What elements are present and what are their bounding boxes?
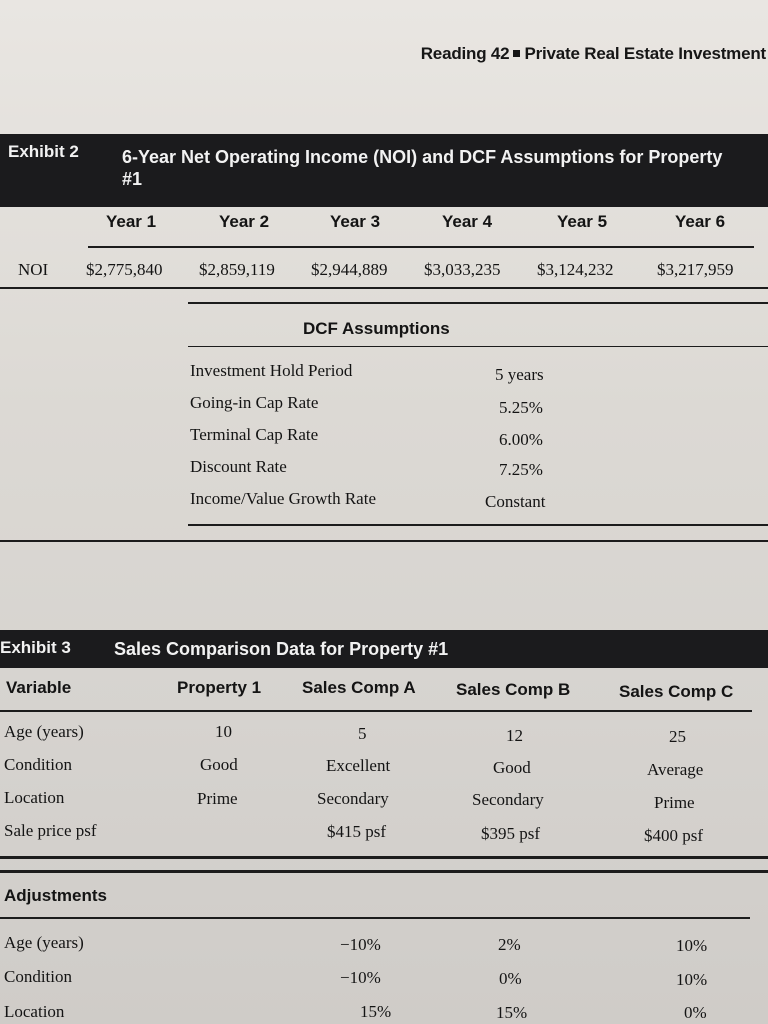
dcf-label: Going-in Cap Rate xyxy=(190,393,319,412)
reading-number: Reading 42 xyxy=(420,44,510,63)
comp-c-value: 25 xyxy=(669,727,686,746)
adjustment-comp-b: 2% xyxy=(498,935,521,954)
year-header: Year 3 xyxy=(330,212,381,231)
variable-label: Condition xyxy=(4,755,73,774)
exhibit-2-title: 6-Year Net Operating Income (NOI) and DCF Assumptions for Property #1 xyxy=(122,147,723,189)
noi-value: $3,217,959 xyxy=(657,260,734,279)
rule xyxy=(0,540,768,542)
noi-value: $3,033,235 xyxy=(424,260,501,279)
rule xyxy=(0,870,768,873)
adjustment-comp-b: 0% xyxy=(499,969,522,988)
dcf-value: 5.25% xyxy=(499,398,543,417)
exhibit-3-header xyxy=(0,630,768,668)
dcf-label: Terminal Cap Rate xyxy=(190,425,319,444)
adjustment-variable: Location xyxy=(4,1002,65,1021)
noi-value: $2,859,119 xyxy=(199,260,275,279)
adjustment-variable: Condition xyxy=(4,967,73,986)
rule xyxy=(188,346,768,347)
noi-value: $3,124,232 xyxy=(537,260,614,279)
noi-label: NOI xyxy=(18,260,49,279)
dcf-label: Income/Value Growth Rate xyxy=(190,489,376,508)
variable-label: Sale price psf xyxy=(4,821,97,840)
dcf-value: 7.25% xyxy=(499,460,543,479)
property-1-value: Good xyxy=(200,755,238,774)
noi-value: $2,944,889 xyxy=(311,260,388,279)
exhibit-3-title: Sales Comparison Data for Property #1 xyxy=(114,639,449,659)
adjustments-label: Adjustments xyxy=(4,886,107,905)
dcf-label: Discount Rate xyxy=(190,457,287,476)
exhibit-3-label: Exhibit 3 xyxy=(0,638,71,657)
variable-label: Location xyxy=(4,788,65,807)
rule xyxy=(0,917,750,919)
comp-b-value: $395 psf xyxy=(481,824,541,843)
year-header: Year 4 xyxy=(442,212,493,231)
exhibit-2-label: Exhibit 2 xyxy=(8,142,79,161)
year-header: Year 1 xyxy=(106,212,157,231)
adjustment-variable: Age (years) xyxy=(4,933,84,952)
adjustment-comp-a: −10% xyxy=(340,968,381,987)
rule xyxy=(188,524,768,526)
running-head xyxy=(421,44,766,64)
dcf-value: 6.00% xyxy=(499,430,543,449)
dcf-title: DCF Assumptions xyxy=(303,319,450,338)
dcf-label: Investment Hold Period xyxy=(190,361,353,380)
rule xyxy=(0,856,768,859)
comp-b-value: Secondary xyxy=(472,790,544,809)
rule xyxy=(0,287,768,289)
property-1-value: 10 xyxy=(215,722,232,741)
comp-b-value: 12 xyxy=(506,726,523,745)
property-1-value: Prime xyxy=(197,789,238,808)
exhibit-2-header xyxy=(0,134,768,207)
year-header: Year 5 xyxy=(557,212,608,231)
adjustment-comp-b: 15% xyxy=(496,1003,528,1022)
column-header: Sales Comp C xyxy=(619,682,734,701)
rule xyxy=(188,302,768,304)
comp-a-value: 5 xyxy=(358,724,367,743)
column-header: Property 1 xyxy=(177,678,262,697)
comp-c-value: Average xyxy=(647,760,704,779)
column-header: Sales Comp B xyxy=(456,680,571,699)
comp-a-value: Excellent xyxy=(326,756,391,775)
noi-value: $2,775,840 xyxy=(86,260,163,279)
comp-a-value: $415 psf xyxy=(327,822,387,841)
year-header: Year 6 xyxy=(675,212,726,231)
adjustment-comp-c: 10% xyxy=(676,970,708,989)
adjustment-comp-a: 15% xyxy=(360,1002,392,1021)
adjustment-comp-c: 10% xyxy=(676,936,708,955)
rule xyxy=(0,710,752,712)
square-bullet-icon xyxy=(513,50,520,57)
column-header: Sales Comp A xyxy=(302,678,416,697)
comp-c-value: $400 psf xyxy=(644,826,704,845)
column-header: Variable xyxy=(6,678,72,697)
comp-b-value: Good xyxy=(493,758,531,777)
comp-a-value: Secondary xyxy=(317,789,389,808)
adjustment-comp-c: 0% xyxy=(684,1003,707,1022)
dcf-value: 5 years xyxy=(495,365,544,384)
adjustment-comp-a: −10% xyxy=(340,935,381,954)
dcf-value: Constant xyxy=(485,492,546,511)
comp-c-value: Prime xyxy=(654,793,695,812)
reading-title: Private Real Estate Investment xyxy=(524,44,766,63)
year-header: Year 2 xyxy=(219,212,270,231)
variable-label: Age (years) xyxy=(4,722,84,741)
rule xyxy=(88,246,754,248)
